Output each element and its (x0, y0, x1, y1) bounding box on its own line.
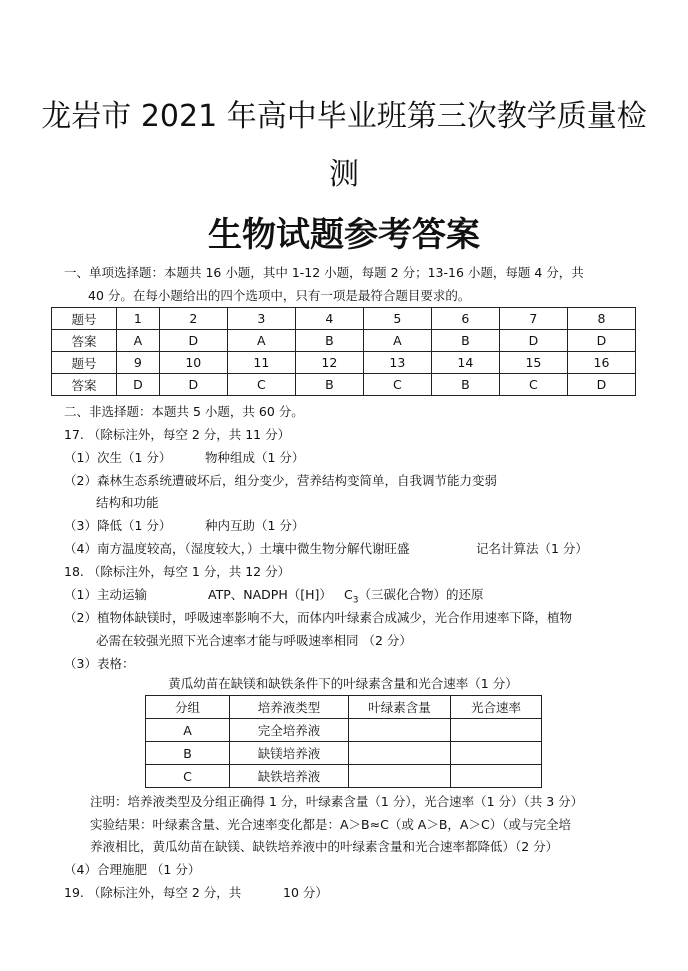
group-cell: A (146, 719, 230, 742)
answer-table (51, 307, 636, 396)
question-number: 14 (431, 352, 499, 374)
photosynthesis-cell (451, 765, 542, 788)
q18-answer-1b: ATP、NADPH（[H]） (208, 587, 332, 602)
answer-cell: B (431, 374, 499, 396)
q17-answer-4a: （4）南方温度较高，（湿度较大，）土壤中微生物分解代谢旺盛 (64, 541, 410, 556)
table-row (52, 352, 636, 374)
question-number: 15 (499, 352, 567, 374)
row-label-number: 题号 (52, 308, 117, 330)
c3-subscript: 3 (352, 595, 359, 606)
question-number: 8 (567, 308, 635, 330)
title-line-1: 龙岩市 2021 年高中毕业班第三次教学质量检 (41, 99, 647, 134)
question-number: 11 (227, 352, 295, 374)
question-number: 1 (117, 308, 160, 330)
experiment-design-table (145, 695, 542, 788)
row-label-answer: 答案 (52, 330, 117, 352)
q17-answer-4b: 记名计算法（1 分） (476, 541, 588, 556)
row-label-answer: 答案 (52, 374, 117, 396)
answer-cell: C (499, 374, 567, 396)
c3-symbol: C (344, 587, 353, 602)
q19-heading-b: 10 分） (283, 885, 328, 900)
answer-cell: B (431, 330, 499, 352)
row-label-number: 题号 (52, 352, 117, 374)
answer-cell: B (295, 330, 363, 352)
medium-cell: 完全培养液 (230, 719, 349, 742)
q17-answer-1a: （1）次生（1 分） (64, 450, 172, 465)
question-number: 2 (159, 308, 227, 330)
answer-cell: C (363, 374, 431, 396)
answer-cell: D (499, 330, 567, 352)
answer-cell: D (567, 374, 635, 396)
photosynthesis-cell (451, 719, 542, 742)
answer-cell: D (159, 374, 227, 396)
title-line-2: 测 (329, 157, 359, 192)
question-number: 13 (363, 352, 431, 374)
q17-answer-3b: 种内互助（1 分） (205, 518, 305, 533)
question-number: 12 (295, 352, 363, 374)
chlorophyll-cell (349, 742, 451, 765)
section1-intro-line1: 一、单项选择题：本题共 16 小题，其中 1-12 小题，每题 2 分；13-16 小题，每题 4 分，共 (64, 265, 584, 280)
q18-result-line2: 养液相比，黄瓜幼苗在缺镁、缺铁培养液中的叶绿素含量和光合速率都降低）（2 分） (90, 839, 559, 854)
table-row (146, 742, 542, 765)
q18-answer-3: （3）表格： (64, 656, 135, 671)
question-number: 10 (159, 352, 227, 374)
table-row (146, 719, 542, 742)
q17-heading: 17. （除标注外，每空 2 分，共 11 分） (64, 427, 291, 442)
column-header: 光合速率 (451, 696, 542, 719)
column-header: 分组 (146, 696, 230, 719)
answer-cell: B (295, 374, 363, 396)
chlorophyll-cell (349, 719, 451, 742)
answer-cell: A (117, 330, 160, 352)
question-number: 5 (363, 308, 431, 330)
table-caption: 黄瓜幼苗在缺镁和缺铁条件下的叶绿素含量和光合速率（1 分） (168, 676, 518, 691)
q17-answer-1b: 物种组成（1 分） (205, 450, 305, 465)
document-title (40, 88, 648, 204)
table-row (146, 765, 542, 788)
table-row (52, 308, 636, 330)
medium-cell: 缺镁培养液 (230, 742, 349, 765)
group-cell: B (146, 742, 230, 765)
question-number: 9 (117, 352, 160, 374)
table-row (52, 330, 636, 352)
question-number: 16 (567, 352, 635, 374)
c3-description: （三碳化合物）的还原 (358, 587, 484, 602)
medium-cell: 缺铁培养液 (230, 765, 349, 788)
answer-cell: C (227, 374, 295, 396)
column-header: 培养液类型 (230, 696, 349, 719)
answer-cell: A (363, 330, 431, 352)
answer-cell: D (567, 330, 635, 352)
chlorophyll-cell (349, 765, 451, 788)
question-number: 7 (499, 308, 567, 330)
section2-intro: 二、非选择题：本题共 5 小题，共 60 分。 (64, 404, 304, 419)
section1-intro-line2: 40 分。在每小题给出的四个选项中，只有一项是最符合题目要求的。 (88, 288, 471, 303)
q18-answer-1c (344, 586, 483, 610)
question-number: 4 (295, 308, 363, 330)
q18-answer-4: （4）合理施肥 （1 分） (64, 862, 201, 877)
q18-note: 注明：培养液类型及分组正确得 1 分，叶绿素含量（1 分），光合速率（1 分）（共 3 分） (90, 794, 584, 809)
q17-answer-2a: （2）森林生态系统遭破坏后，组分变少，营养结构变简单，自我调节能力变弱 (64, 473, 497, 488)
table-row (52, 374, 636, 396)
answer-cell: D (117, 374, 160, 396)
column-header: 叶绿素含量 (349, 696, 451, 719)
question-number: 6 (431, 308, 499, 330)
answer-cell: D (159, 330, 227, 352)
table-header-row (146, 696, 542, 719)
answer-cell: A (227, 330, 295, 352)
q18-answer-2b: 必需在较强光照下光合速率才能与呼吸速率相同 （2 分） (96, 633, 412, 648)
q18-answer-1a: （1）主动运输 (64, 587, 147, 602)
document-subtitle: 生物试题参考答案 (208, 215, 480, 255)
q19-heading-a: 19. （除标注外，每空 2 分，共 (64, 885, 242, 900)
q17-answer-2b: 结构和功能 (96, 495, 159, 510)
q18-result-line1: 实验结果：叶绿素含量、光合速率变化都是：A＞B≈C（或 A＞B，A＞C）（或与完全培 (90, 817, 571, 832)
question-number: 3 (227, 308, 295, 330)
group-cell: C (146, 765, 230, 788)
q18-answer-2a: （2）植物体缺镁时，呼吸速率影响不大，而体内叶绿素合成减少，光合作用速率下降，植物 (64, 610, 572, 625)
q17-answer-3a: （3）降低（1 分） (64, 518, 172, 533)
q18-heading: 18. （除标注外，每空 1 分，共 12 分） (64, 564, 291, 579)
photosynthesis-cell (451, 742, 542, 765)
